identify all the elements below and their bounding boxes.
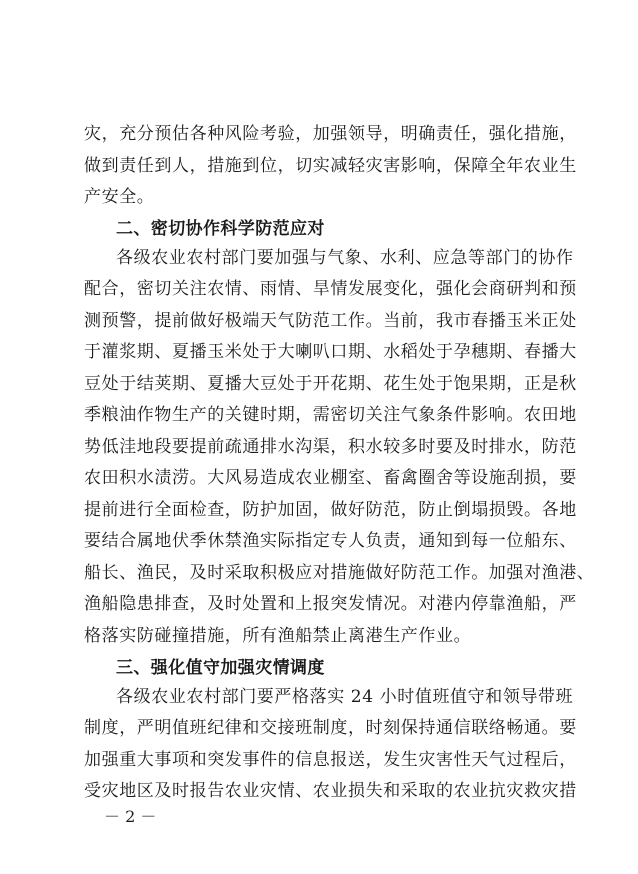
paragraph-line: 配合，密切关注农情、雨情、旱情发展变化，强化会商研判和预 <box>84 279 577 299</box>
paragraph-line: 受灾地区及时报告农业灾情、农业损失和采取的农业抗灾救灾措 <box>84 781 577 801</box>
paragraph-line: 势低洼地段要提前疏通排水沟渠，积水较多时要及时排水，防范 <box>84 437 577 457</box>
section-heading-2: 二、密切协作科学防范应对 <box>116 219 325 239</box>
paragraph-line: 制度，严明值班纪律和交接班制度，时刻保持通信联络畅通。要 <box>84 718 577 738</box>
paragraph-line: 各级农业农村部门要严格落实 24 小时值班值守和领导带班 <box>116 687 574 707</box>
paragraph-line: 季粮油作物生产的关键时期，需密切关注气象条件影响。农田地 <box>84 405 577 425</box>
paragraph-line: 豆处于结荚期、夏播大豆处于开花期、花生处于饱果期，正是秋 <box>84 374 577 394</box>
paragraph-line: 灾，充分预估各种风险考验，加强领导，明确责任，强化措施， <box>84 124 577 144</box>
paragraph-line: 做到责任到人，措施到位，切实减轻灾害影响，保障全年农业生 <box>84 156 577 176</box>
paragraph-line: 渔船隐患排查，及时处置和上报突发情况。对港内停靠渔船，严 <box>84 594 577 614</box>
paragraph-line: 格落实防碰撞措施，所有渔船禁止离港生产作业。 <box>84 626 472 646</box>
paragraph-line: 船长、渔民，及时采取积极应对措施做好防范工作。加强对渔港、 <box>84 563 595 583</box>
paragraph-line: 于灌浆期、夏播玉米处于大喇叭口期、水稻处于孕穗期、春播大 <box>84 342 577 362</box>
paragraph-line: 提前进行全面检查，防护加固，做好防范，防止倒塌损毁。各地 <box>84 500 577 520</box>
paragraph-line: 各级农业农村部门要加强与气象、水利、应急等部门的协作 <box>116 248 574 268</box>
paragraph-line: 加强重大事项和突发事件的信息报送，发生灾害性天气过程后， <box>84 750 577 770</box>
section-heading-3: 三、强化值守加强灾情调度 <box>116 658 325 678</box>
paragraph-line: 要结合属地伏季休禁渔实际指定专人负责，通知到每一位船东、 <box>84 531 577 551</box>
page-number: － 2 － <box>104 807 157 826</box>
paragraph-line: 测预警，提前做好极端天气防范工作。当前，我市春播玉米正处 <box>84 311 577 331</box>
paragraph-line: 产安全。 <box>84 187 155 207</box>
paragraph-line: 农田积水渍涝。大风易造成农业棚室、畜禽圈舍等设施刮损，要 <box>84 468 577 488</box>
